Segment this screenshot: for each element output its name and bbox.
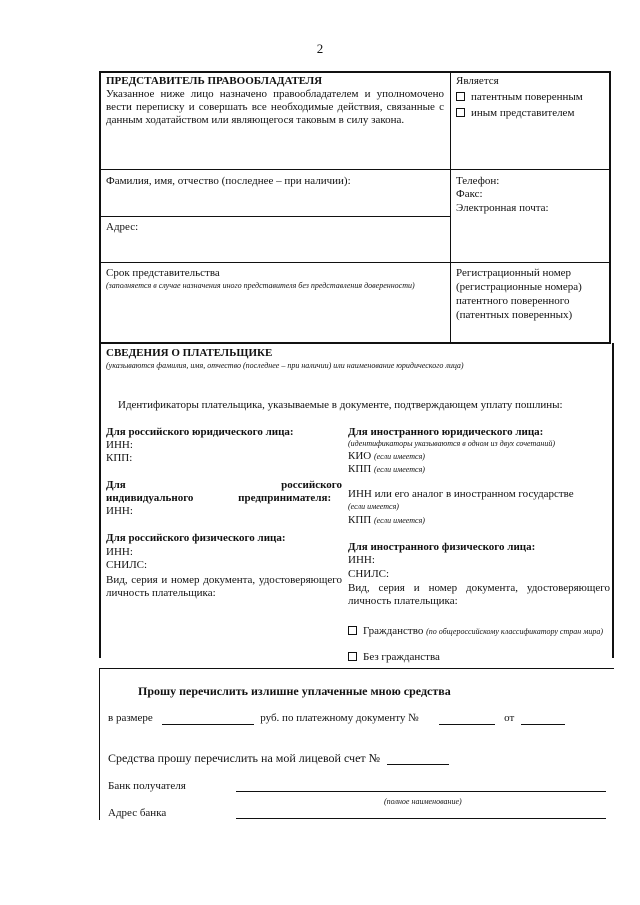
table1-left-border bbox=[99, 71, 101, 343]
citizenship-label: Гражданство bbox=[363, 625, 424, 637]
foreign-legal-kpp3 bbox=[348, 514, 425, 527]
payer-heading: СВЕДЕНИЯ О ПЛАТЕЛЬЩИКЕ bbox=[106, 347, 273, 359]
rep-option-other[interactable] bbox=[456, 107, 606, 120]
rep-phone: Телефон: bbox=[456, 175, 500, 187]
rep-is-label: Является bbox=[456, 75, 499, 87]
rep-address: Адрес: bbox=[106, 221, 139, 233]
citizenship-option[interactable] bbox=[348, 625, 610, 638]
bank-caption: (полное наименование) bbox=[384, 797, 462, 806]
rep-email: Электронная почта: bbox=[456, 202, 549, 214]
citizenship-note: (по общероссийскому классификатору стран мира) bbox=[426, 627, 603, 636]
rep-term-label: Срок представительства bbox=[106, 267, 220, 279]
ru-person-doc: Вид, серия и номер документа, удостоверяющего личность плательщика: bbox=[106, 574, 342, 599]
rep-fio-label: Фамилия, имя, отчество (последнее – при наличии): bbox=[106, 175, 351, 187]
foreign-legal-kio bbox=[348, 450, 425, 463]
account-field[interactable] bbox=[387, 764, 449, 765]
foreign-inn-note: (если имеется) bbox=[348, 502, 399, 511]
refund-title: Прошу перечислить излишне уплаченные мною средства bbox=[138, 684, 451, 698]
no-citizenship-option[interactable] bbox=[348, 651, 610, 664]
account-label: Средства прошу перечислить на мой лицевой счет № bbox=[108, 751, 381, 765]
kpp2-label: КПП bbox=[348, 463, 372, 475]
kio-label: КИО bbox=[348, 450, 372, 462]
table3-left-border bbox=[99, 668, 100, 820]
table1-right-border bbox=[609, 71, 611, 343]
ru-legal-inn: ИНН: bbox=[106, 439, 133, 451]
refund-amount-row bbox=[108, 712, 608, 725]
foreign-legal-note: (идентификаторы указываются в одном из двух сочетаний) bbox=[348, 439, 555, 448]
page-number: 2 bbox=[316, 41, 324, 56]
foreign-legal-heading: Для иностранного юридического лица: bbox=[348, 426, 544, 438]
refund-account-row bbox=[108, 752, 608, 765]
bank-label: Банк получателя bbox=[108, 780, 186, 792]
table1-mid-divider bbox=[450, 71, 451, 343]
ru-legal-heading: Для российского юридического лица: bbox=[106, 426, 294, 438]
rep-fax: Факс: bbox=[456, 188, 483, 200]
ru-legal-kpp: КПП: bbox=[106, 452, 133, 464]
table1-top-border bbox=[99, 71, 611, 73]
ru-ip-inn: ИНН: bbox=[106, 505, 133, 517]
table2-bottom-border bbox=[99, 668, 614, 669]
table2-right-border bbox=[612, 343, 614, 658]
rep-option-patent[interactable] bbox=[456, 91, 606, 104]
amount-mid-label: руб. по платежному документу № bbox=[260, 712, 419, 724]
amount-field[interactable] bbox=[162, 724, 254, 725]
table1-row3-divider bbox=[99, 262, 611, 263]
from-label: от bbox=[504, 712, 515, 724]
checkbox-no-citizenship[interactable] bbox=[348, 652, 357, 661]
payer-ids-title: Идентификаторы плательщика, указываемые в документе, подтверждающем уплату пошлины: bbox=[118, 399, 563, 411]
bank-address-label: Адрес банка bbox=[108, 807, 167, 819]
kio-note: (если имеется) bbox=[373, 452, 425, 461]
bank-address-field[interactable] bbox=[236, 818, 606, 819]
checkbox-other[interactable] bbox=[456, 108, 465, 117]
foreign-legal-kpp bbox=[348, 463, 425, 476]
payer-note: (указываются фамилия, имя, отчество (последнее – при наличии) или наименование юридического лица) bbox=[106, 361, 464, 370]
rep-intro: Указанное ниже лицо назначено правообладателем и уполномочено вести переписку и совершать все необходимые действия, связанные с данным ходатайством или являющегося таковым в силу закона. bbox=[106, 88, 444, 126]
option-other-label: иным представителем bbox=[471, 107, 575, 119]
checkbox-citizenship[interactable] bbox=[348, 626, 357, 635]
ru-ip-heading: Для российского индивидуального предпринимателя: bbox=[106, 479, 342, 504]
amount-prefix: в размере bbox=[108, 712, 153, 724]
ru-person-snils: СНИЛС: bbox=[106, 559, 148, 571]
table1-row1-divider bbox=[99, 169, 611, 170]
kpp2-note: (если имеется) bbox=[373, 465, 425, 474]
rep-reg-number: Регистрационный номер (регистрационные номера) патентного поверенного (патентных поверенных) bbox=[456, 267, 582, 321]
bank-name-field[interactable] bbox=[236, 791, 606, 792]
foreign-person-snils: СНИЛС: bbox=[348, 568, 390, 580]
option-patent-label: патентным поверенным bbox=[471, 91, 583, 103]
table1-row2-divider bbox=[99, 216, 451, 217]
foreign-person-inn: ИНН: bbox=[348, 554, 375, 566]
payment-date-field[interactable] bbox=[521, 724, 565, 725]
rep-term-note: (заполняется в случае назначения иного представителя без представления доверенности) bbox=[106, 281, 415, 290]
foreign-person-doc: Вид, серия и номер документа, удостоверяющего личность плательщика: bbox=[348, 582, 610, 607]
no-citizenship-label: Без гражданства bbox=[363, 651, 440, 663]
table2-left-border bbox=[99, 343, 101, 658]
rep-heading: ПРЕДСТАВИТЕЛЬ ПРАВООБЛАДАТЕЛЯ bbox=[106, 75, 323, 87]
checkbox-patent[interactable] bbox=[456, 92, 465, 101]
ru-person-inn: ИНН: bbox=[106, 546, 133, 558]
kpp3-label: КПП bbox=[348, 514, 372, 526]
payment-doc-number-field[interactable] bbox=[439, 724, 495, 725]
ru-person-heading: Для российского физического лица: bbox=[106, 532, 286, 544]
table1-bottom-border bbox=[99, 342, 611, 344]
foreign-person-heading: Для иностранного физического лица: bbox=[348, 541, 536, 553]
foreign-inn-analog: ИНН или его аналог в иностранном государстве bbox=[348, 488, 574, 500]
kpp3-note: (если имеется) bbox=[373, 516, 425, 525]
